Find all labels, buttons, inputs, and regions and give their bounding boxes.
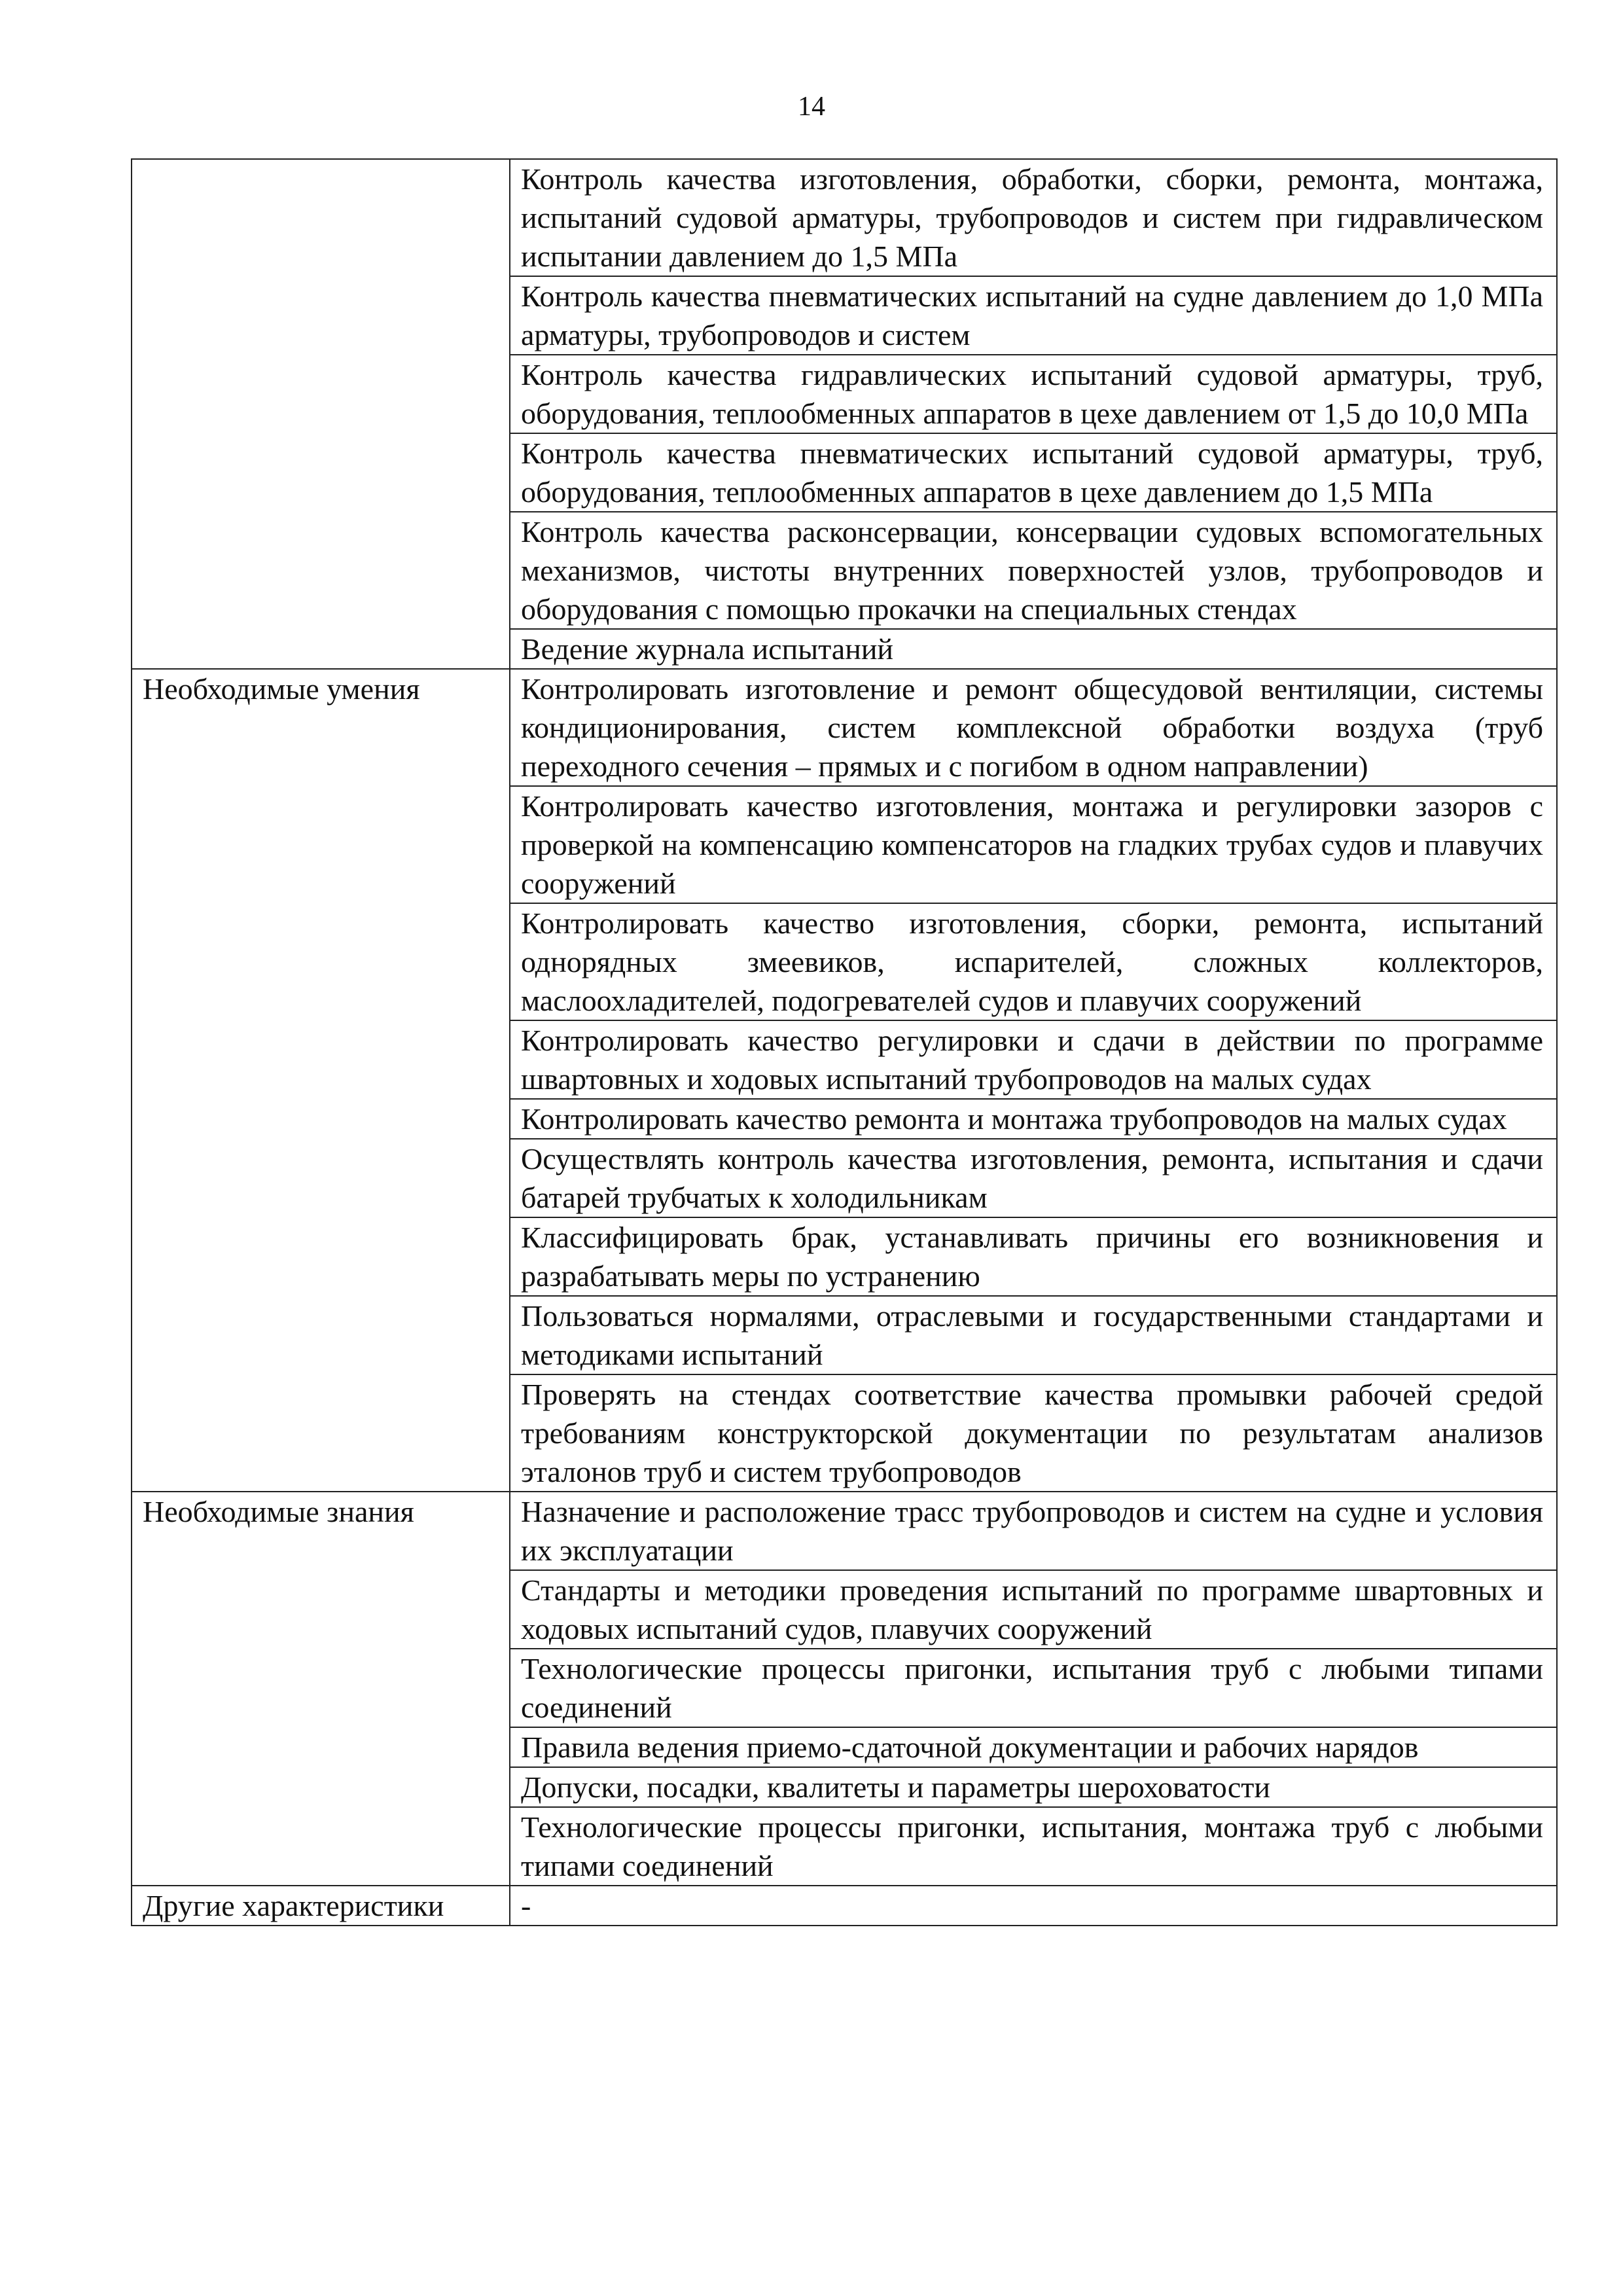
requirement-item: Контроль качества пневматических испытаний на судне давлением до 1,0 МПа арматуры, трубопроводов и систем	[510, 276, 1557, 355]
table-row	[132, 669, 1557, 786]
requirement-item: Контролировать качество изготовления, сборки, ремонта, испытаний однорядных змеевиков, испарителей, сложных коллекторов, маслоохладителей, подогревателей судов и плавучих сооружений	[510, 903, 1557, 1020]
requirements-table	[131, 158, 1558, 1926]
requirement-item: Классифицировать брак, устанавливать причины его возникновения и разрабатывать меры по устранению	[510, 1217, 1557, 1296]
requirement-item: Контроль качества изготовления, обработки, сборки, ремонта, монтажа, испытаний судовой арматуры, трубопроводов и систем при гидравлическом испытании давлением до 1,5 МПа	[510, 159, 1557, 276]
requirement-item: Назначение и расположение трасс трубопроводов и систем на судне и условия их эксплуатации	[510, 1492, 1557, 1570]
requirement-item: Ведение журнала испытаний	[510, 629, 1557, 669]
section-label: Необходимые знания	[132, 1492, 510, 1886]
requirement-item: -	[510, 1886, 1557, 1926]
requirement-item: Контроль качества гидравлических испытаний судовой арматуры, труб, оборудования, теплообменных аппаратов в цехе давлением от 1,5 до 10,0 МПа	[510, 355, 1557, 433]
requirement-item: Технологические процессы пригонки, испытания, монтажа труб с любыми типами соединений	[510, 1807, 1557, 1886]
table-row	[132, 159, 1557, 276]
requirement-item: Технологические процессы пригонки, испытания труб с любыми типами соединений	[510, 1649, 1557, 1727]
page-number: 14	[798, 92, 825, 122]
requirement-item: Контролировать качество ремонта и монтажа трубопроводов на малых судах	[510, 1099, 1557, 1139]
requirement-item: Пользоваться нормалями, отраслевыми и государственными стандартами и методиками испытаний	[510, 1296, 1557, 1374]
requirement-item: Контролировать качество изготовления, монтажа и регулировки зазоров с проверкой на компенсацию компенсаторов на гладких трубах судов и плавучих сооружений	[510, 786, 1557, 903]
section-label	[132, 159, 510, 669]
requirement-item: Контролировать изготовление и ремонт общесудовой вентиляции, системы кондиционирования, систем комплексной обработки воздуха (труб переходного сечения – прямых и с погибом в одном направлении)	[510, 669, 1557, 786]
requirement-item: Правила ведения приемо-сдаточной документации и рабочих нарядов	[510, 1727, 1557, 1767]
requirement-item: Допуски, посадки, квалитеты и параметры шероховатости	[510, 1767, 1557, 1807]
requirement-item: Осуществлять контроль качества изготовления, ремонта, испытания и сдачи батарей трубчатых к холодильникам	[510, 1139, 1557, 1217]
table-row	[132, 1886, 1557, 1926]
requirement-item: Контроль качества расконсервации, консервации судовых вспомогательных механизмов, чистоты внутренних поверхностей узлов, трубопроводов и оборудования с помощью прокачки на специальных стендах	[510, 512, 1557, 629]
requirement-item: Контроль качества пневматических испытаний судовой арматуры, труб, оборудования, теплообменных аппаратов в цехе давлением до 1,5 МПа	[510, 433, 1557, 512]
requirement-item: Проверять на стендах соответствие качества промывки рабочей средой требованиям конструкторской документации по результатам анализов эталонов труб и систем трубопроводов	[510, 1374, 1557, 1492]
section-label: Необходимые умения	[132, 669, 510, 1492]
requirement-item: Стандарты и методики проведения испытаний по программе швартовных и ходовых испытаний судов, плавучих сооружений	[510, 1570, 1557, 1649]
table-row	[132, 1492, 1557, 1570]
requirement-item: Контролировать качество регулировки и сдачи в действии по программе швартовных и ходовых испытаний трубопроводов на малых судах	[510, 1020, 1557, 1099]
section-label: Другие характеристики	[132, 1886, 510, 1926]
